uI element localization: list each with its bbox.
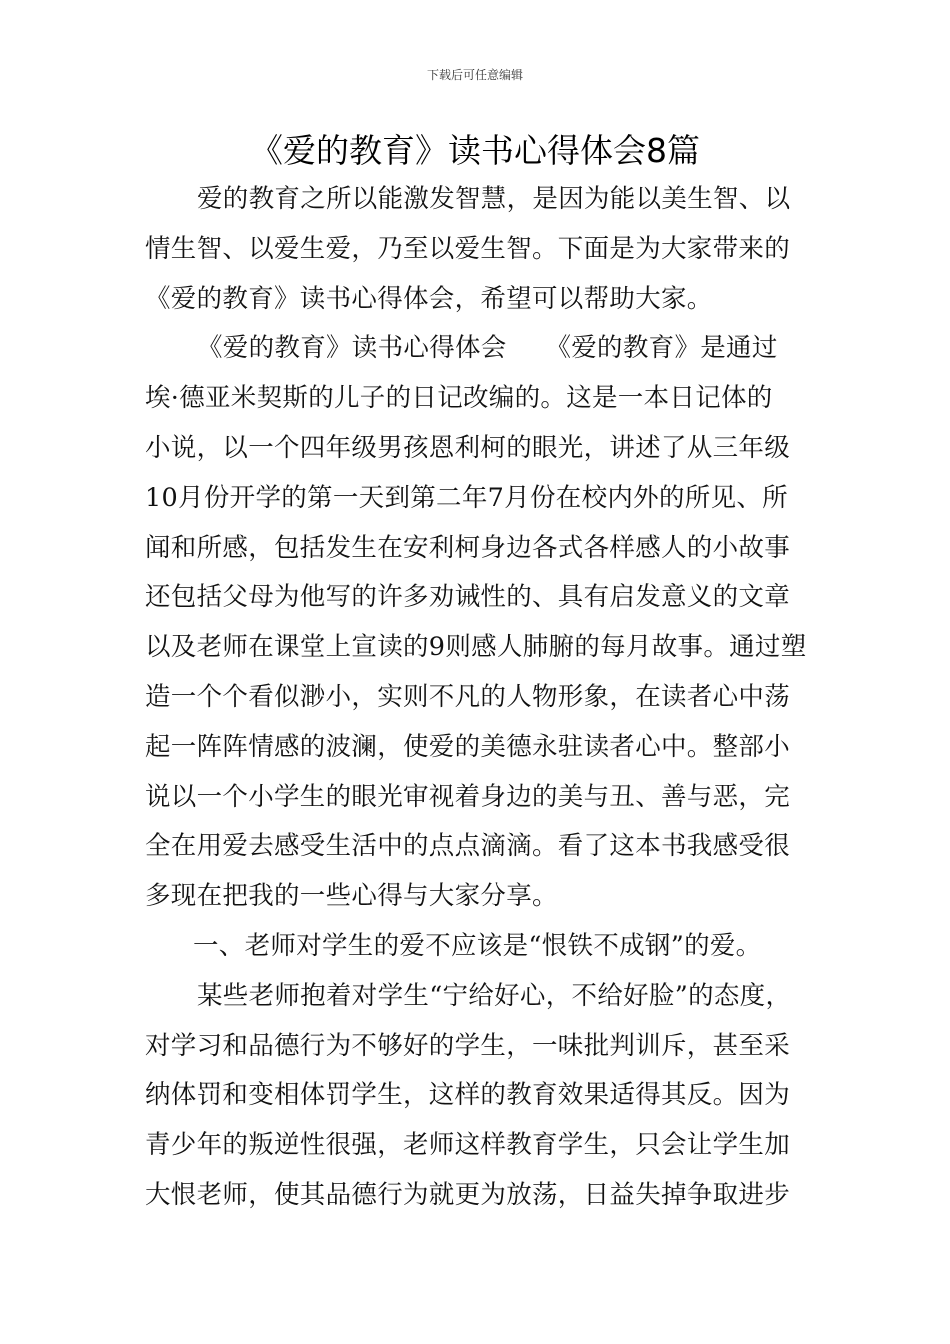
paragraph-line: 以及老师在课堂上宣读的9则感人肺腑的每月故事。通过塑: [145, 632, 807, 663]
paragraph-line: 埃·德亚米契斯的儿子的日记改编的。这是一本日记体的: [145, 383, 773, 414]
paragraph-line: 多现在把我的一些心得与大家分享。: [145, 881, 558, 912]
section-heading: 一、老师对学生的爱不应该是“恨铁不成钢”的爱。: [193, 930, 762, 961]
paragraph-line: 纳体罚和变相体罚学生，这样的教育效果适得其反。因为: [145, 1080, 791, 1111]
document-body: [145, 175, 825, 1221]
paragraph-line: 起一阵阵情感的波澜，使爱的美德永驻读者心中。整部小: [145, 731, 791, 762]
paragraph-line: 爱的教育之所以能激发智慧，是因为能以美生智、以: [197, 184, 791, 214]
paragraph-line: 全在用爱去感受生活中的点点滴滴。看了这本书我感受很: [145, 831, 791, 862]
paragraph-line: 说以一个小学生的眼光审视着身边的美与丑、善与恶，完: [145, 781, 791, 812]
paragraph-line: 对学习和品德行为不够好的学生，一味批判训斥，甚至采: [145, 1030, 791, 1061]
paragraph-line: 青少年的叛逆性很强，老师这样教育学生，只会让学生加: [145, 1130, 791, 1161]
paragraph-line: 还包括父母为他写的许多劝诫性的、具有启发意义的文章: [145, 582, 791, 613]
header-note: 下载后可任意编辑: [426, 68, 523, 82]
paragraph-line: 小说，以一个四年级男孩恩利柯的眼光，讲述了从三年级: [145, 432, 791, 463]
paragraph-line: 闻和所感，包括发生在安利柯身边各式各样感人的小故事: [145, 532, 791, 563]
paragraph-line: 某些老师抱着对学生“宁给好心，不给好脸”的态度，: [197, 980, 792, 1011]
paragraph-line: 情生智、以爱生爱，乃至以爱生智。下面是为大家带来的: [145, 233, 791, 264]
document-title: 《爱的教育》读书心得体会8篇: [250, 131, 700, 170]
paragraph-line: 造一个个看似渺小，实则不凡的人物形象，在读者心中荡: [145, 681, 791, 712]
paragraph-line: 10月份开学的第一天到第二年7月份在校内外的所见、所: [145, 482, 788, 513]
paragraph-line: 《爱的教育》读书心得体会 《爱的教育》是通过: [197, 333, 778, 364]
paragraph-line: 大恨老师，使其品德行为就更为放荡，日益失掉争取进步: [145, 1179, 791, 1210]
paragraph-line: 《爱的教育》读书心得体会，希望可以帮助大家。: [145, 283, 713, 314]
